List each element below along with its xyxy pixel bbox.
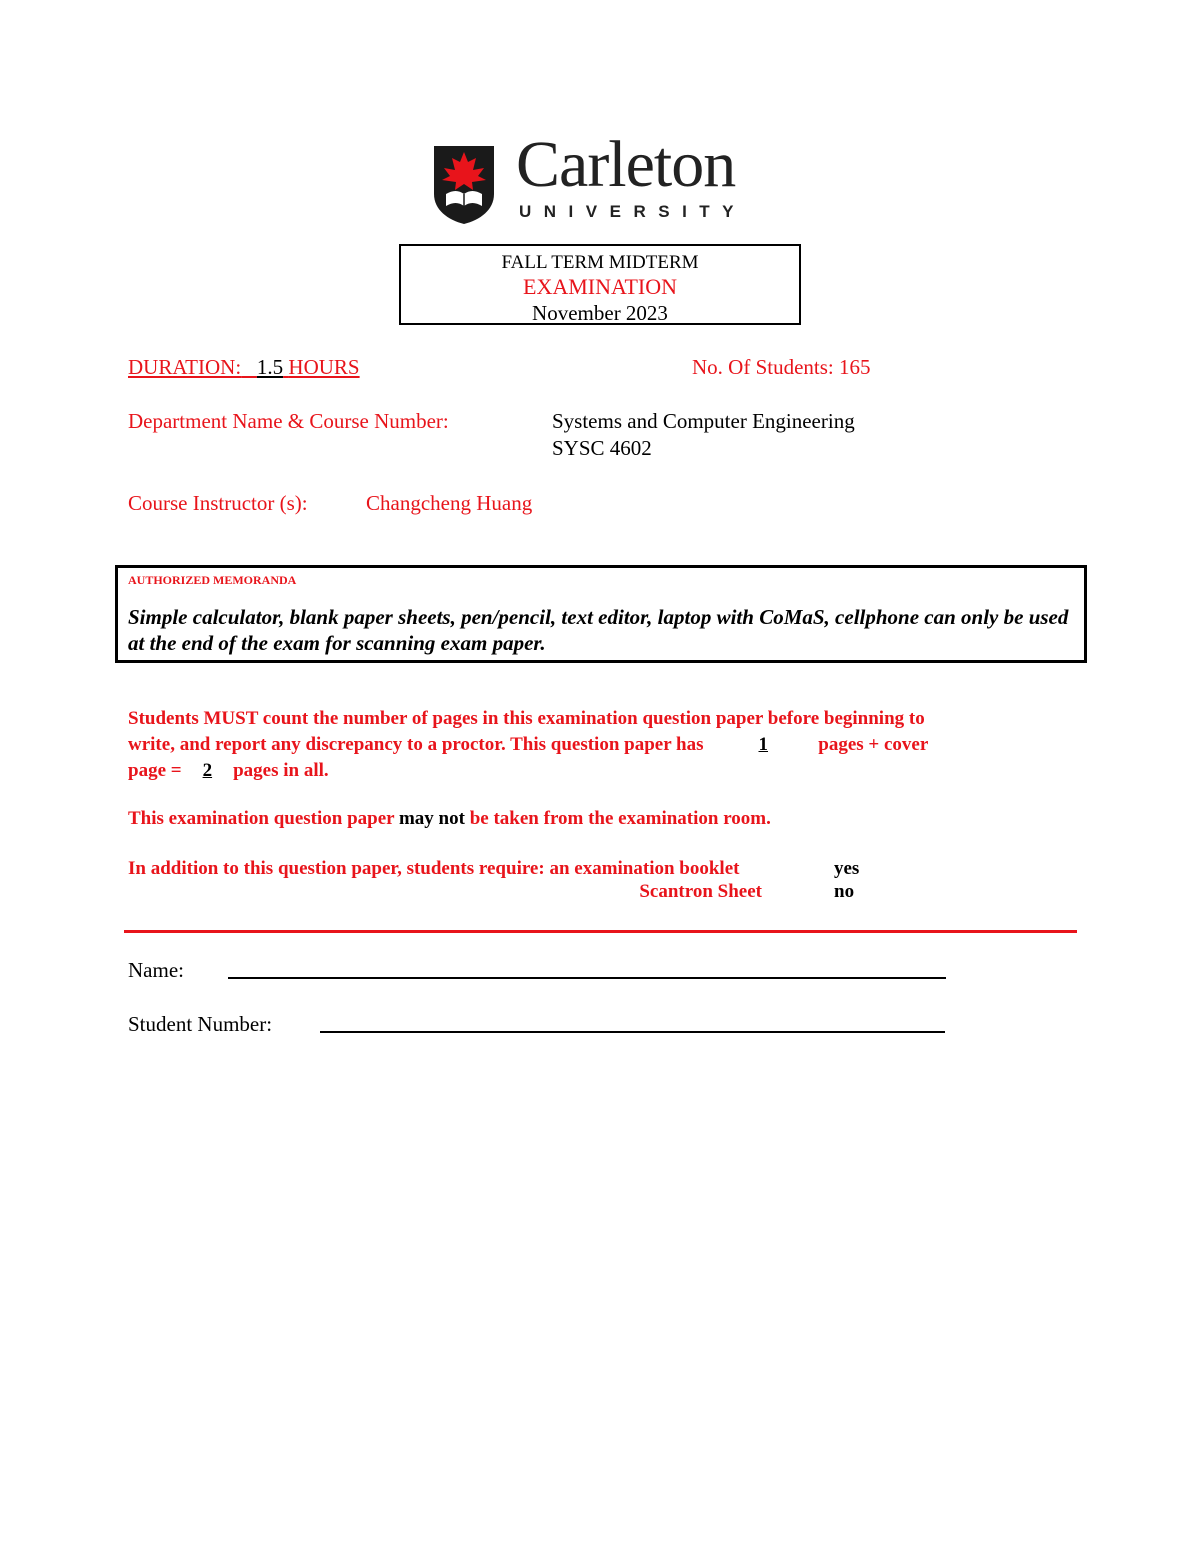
instructor-name: Changcheng Huang (366, 491, 533, 515)
page-count-line2: write, and report any discrepancy to a proctor. This question paper has 1 pages + cover (128, 732, 928, 758)
logo-wordmark: Carleton (516, 128, 736, 201)
department-label: Department Name & Course Number: (128, 409, 449, 433)
question-pages-value: 1 (758, 734, 769, 755)
student-number-field-line[interactable] (320, 1031, 945, 1033)
duration-label: DURATION: (128, 355, 242, 379)
memoranda-label: AUTHORIZED MEMORANDA (128, 573, 297, 587)
students-row (692, 357, 871, 378)
booklet-value: yes (834, 858, 860, 879)
exam-date: November 2023 (532, 301, 668, 325)
carleton-shield-icon (432, 144, 496, 226)
page-count-line3: page = 2 pages in all. (128, 758, 329, 784)
memoranda-text: Simple calculator, blank paper sheets, pen/pencil, text editor, laptop with CoMaS, cellphone can only be used at the end of the exam for scanning exam paper. (128, 605, 1069, 655)
removal-notice: This examination question paper may not be taken from the examination room. (128, 808, 771, 829)
name-label: Name: (128, 958, 184, 982)
section-divider (124, 930, 1077, 933)
duration-unit: HOURS (288, 355, 360, 379)
course-number: SYSC 4602 (552, 436, 652, 460)
scantron-value: no (834, 881, 855, 902)
exam-term: FALL TERM MIDTERM (501, 252, 699, 273)
requirements-intro: In addition to this question paper, students require: an examination booklet (128, 858, 740, 879)
booklet-label: an examination booklet (549, 858, 740, 879)
page-count-line1: Students MUST count the number of pages in this examination question paper before beginning to (128, 708, 925, 729)
department-name: Systems and Computer Engineering (552, 409, 855, 433)
students-label: No. Of Students: (692, 355, 834, 379)
authorized-memoranda-box (115, 565, 1087, 663)
instructor-label: Course Instructor (s): (128, 491, 308, 515)
duration-row (128, 357, 360, 378)
student-number-label: Student Number: (128, 1012, 273, 1036)
name-field-line[interactable] (228, 977, 946, 979)
logo-subtitle: UNIVERSITY (519, 202, 747, 221)
total-pages-value: 2 (202, 760, 213, 781)
exam-title-box (399, 244, 801, 325)
scantron-label: Scantron Sheet (639, 881, 762, 902)
duration-value: 1.5 (256, 355, 284, 379)
exam-type: EXAMINATION (523, 274, 677, 299)
students-value: 165 (839, 355, 871, 379)
